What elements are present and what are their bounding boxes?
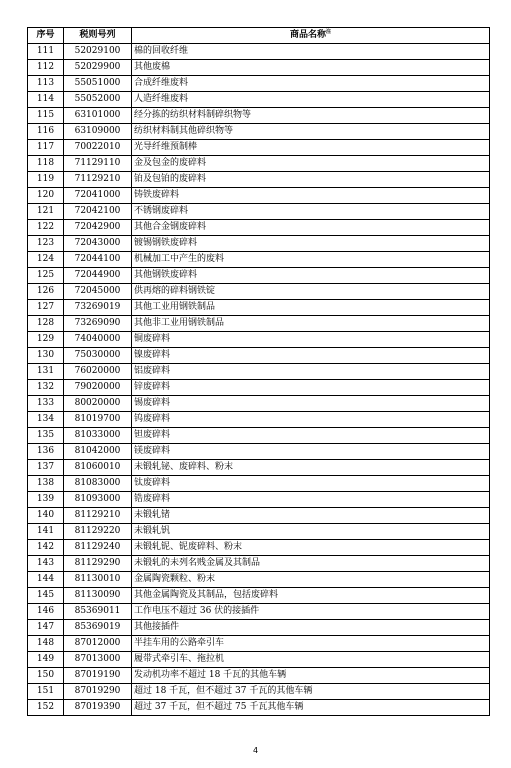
cell-serial-number: 128	[28, 316, 64, 332]
cell-tariff-code: 81060010	[64, 460, 132, 476]
cell-product-name: 半挂车用的公路牵引车	[132, 636, 490, 652]
cell-tariff-code: 81083000	[64, 476, 132, 492]
cell-serial-number: 129	[28, 332, 64, 348]
cell-product-name: 镀锡钢铁废碎料	[132, 236, 490, 252]
table-row	[28, 204, 490, 220]
table-row	[28, 604, 490, 620]
cell-tariff-code: 80020000	[64, 396, 132, 412]
cell-product-name: 锆废碎料	[132, 492, 490, 508]
cell-serial-number: 112	[28, 60, 64, 76]
table-row	[28, 108, 490, 124]
cell-serial-number: 127	[28, 300, 64, 316]
table-row	[28, 444, 490, 460]
cell-serial-number: 118	[28, 156, 64, 172]
cell-tariff-code: 81130090	[64, 588, 132, 604]
cell-product-name: 其他非工业用钢铁制品	[132, 316, 490, 332]
cell-tariff-code: 63109000	[64, 124, 132, 140]
cell-tariff-code: 81129240	[64, 540, 132, 556]
cell-serial-number: 143	[28, 556, 64, 572]
cell-tariff-code: 73269090	[64, 316, 132, 332]
cell-product-name: 铸铁废碎料	[132, 188, 490, 204]
header-product-name-label: 商品名称	[289, 30, 326, 40]
cell-serial-number: 135	[28, 428, 64, 444]
cell-serial-number: 120	[28, 188, 64, 204]
cell-tariff-code: 55051000	[64, 76, 132, 92]
cell-tariff-code: 73269019	[64, 300, 132, 316]
cell-product-name: 其他接插件	[132, 620, 490, 636]
cell-serial-number: 145	[28, 588, 64, 604]
cell-product-name: 未锻轧铌、铌废碎料、粉末	[132, 540, 490, 556]
cell-serial-number: 125	[28, 268, 64, 284]
table-row	[28, 44, 490, 60]
table-row	[28, 252, 490, 268]
cell-tariff-code: 85369019	[64, 620, 132, 636]
cell-serial-number: 134	[28, 412, 64, 428]
table-row	[28, 60, 490, 76]
cell-tariff-code: 52029900	[64, 60, 132, 76]
cell-product-name: 钛废碎料	[132, 476, 490, 492]
cell-serial-number: 126	[28, 284, 64, 300]
cell-tariff-code: 81033000	[64, 428, 132, 444]
table-row	[28, 220, 490, 236]
table-row	[28, 188, 490, 204]
cell-tariff-code: 87019390	[64, 700, 132, 716]
cell-tariff-code: 72043000	[64, 236, 132, 252]
cell-product-name: 未锻轧钒	[132, 524, 490, 540]
cell-serial-number: 115	[28, 108, 64, 124]
cell-tariff-code: 63101000	[64, 108, 132, 124]
cell-tariff-code: 87019190	[64, 668, 132, 684]
cell-product-name: 其他工业用钢铁制品	[132, 300, 490, 316]
cell-product-name: 机械加工中产生的废料	[132, 252, 490, 268]
cell-serial-number: 140	[28, 508, 64, 524]
table-row	[28, 652, 490, 668]
cell-serial-number: 138	[28, 476, 64, 492]
cell-tariff-code: 79020000	[64, 380, 132, 396]
cell-serial-number: 150	[28, 668, 64, 684]
cell-serial-number: 111	[28, 44, 64, 60]
table-row	[28, 236, 490, 252]
cell-serial-number: 117	[28, 140, 64, 156]
table-row	[28, 172, 490, 188]
cell-serial-number: 116	[28, 124, 64, 140]
table-row	[28, 140, 490, 156]
table-row	[28, 460, 490, 476]
cell-product-name: 其他合金钢废碎料	[132, 220, 490, 236]
cell-tariff-code: 81129290	[64, 556, 132, 572]
cell-product-name: 工作电压不超过 36 伏的接插件	[132, 604, 490, 620]
cell-tariff-code: 87013000	[64, 652, 132, 668]
header-product-name	[132, 28, 490, 44]
cell-product-name: 人造纤维废料	[132, 92, 490, 108]
cell-serial-number: 144	[28, 572, 64, 588]
table-row	[28, 348, 490, 364]
cell-serial-number: 114	[28, 92, 64, 108]
cell-product-name: 纺织材料制其他碎织物等	[132, 124, 490, 140]
cell-serial-number: 152	[28, 700, 64, 716]
cell-serial-number: 119	[28, 172, 64, 188]
cell-tariff-code: 87019290	[64, 684, 132, 700]
cell-product-name: 钨废碎料	[132, 412, 490, 428]
table-row	[28, 556, 490, 572]
cell-serial-number: 130	[28, 348, 64, 364]
cell-product-name: 其他金属陶瓷及其制品，包括废碎料	[132, 588, 490, 604]
cell-product-name: 不锈钢废碎料	[132, 204, 490, 220]
cell-serial-number: 141	[28, 524, 64, 540]
table-row	[28, 492, 490, 508]
cell-tariff-code: 81129210	[64, 508, 132, 524]
cell-serial-number: 122	[28, 220, 64, 236]
table-row	[28, 76, 490, 92]
cell-tariff-code: 75030000	[64, 348, 132, 364]
cell-product-name: 未锻轧铋、废碎料、粉末	[132, 460, 490, 476]
table-row	[28, 92, 490, 108]
cell-serial-number: 124	[28, 252, 64, 268]
cell-tariff-code: 87012000	[64, 636, 132, 652]
cell-product-name: 其他废棉	[132, 60, 490, 76]
cell-tariff-code: 70022010	[64, 140, 132, 156]
cell-product-name: 钽废碎料	[132, 428, 490, 444]
table-body	[28, 44, 490, 716]
cell-serial-number: 121	[28, 204, 64, 220]
cell-product-name: 棉的回收纤维	[132, 44, 490, 60]
table-row	[28, 508, 490, 524]
cell-serial-number: 146	[28, 604, 64, 620]
cell-tariff-code: 72042100	[64, 204, 132, 220]
table-row	[28, 332, 490, 348]
cell-product-name: 其他钢铁废碎料	[132, 268, 490, 284]
cell-product-name: 铝废碎料	[132, 364, 490, 380]
cell-tariff-code: 72045000	[64, 284, 132, 300]
table-row	[28, 316, 490, 332]
table-header-row	[28, 28, 490, 44]
table-row	[28, 588, 490, 604]
table-row	[28, 476, 490, 492]
header-note-mark: 注	[326, 29, 332, 35]
table-row	[28, 124, 490, 140]
table-row	[28, 572, 490, 588]
cell-tariff-code: 81042000	[64, 444, 132, 460]
table-row	[28, 156, 490, 172]
cell-tariff-code: 72041000	[64, 188, 132, 204]
table-row	[28, 668, 490, 684]
cell-product-name: 镁废碎料	[132, 444, 490, 460]
table-row	[28, 700, 490, 716]
cell-tariff-code: 81019700	[64, 412, 132, 428]
cell-serial-number: 139	[28, 492, 64, 508]
cell-product-name: 光导纤维预制棒	[132, 140, 490, 156]
cell-product-name: 金及包金的废碎料	[132, 156, 490, 172]
cell-tariff-code: 76020000	[64, 364, 132, 380]
cell-serial-number: 148	[28, 636, 64, 652]
table-row	[28, 412, 490, 428]
table-row	[28, 380, 490, 396]
cell-tariff-code: 55052000	[64, 92, 132, 108]
cell-product-name: 锡废碎料	[132, 396, 490, 412]
cell-product-name: 超过 37 千瓦，但不超过 75 千瓦其他车辆	[132, 700, 490, 716]
table-row	[28, 284, 490, 300]
cell-product-name: 锌废碎料	[132, 380, 490, 396]
cell-product-name: 经分拣的纺织材料制碎织物等	[132, 108, 490, 124]
cell-product-name: 铂及包铂的废碎料	[132, 172, 490, 188]
table-row	[28, 364, 490, 380]
table-row	[28, 540, 490, 556]
cell-serial-number: 142	[28, 540, 64, 556]
table-row	[28, 396, 490, 412]
cell-product-name: 供再熔的碎料钢铁锭	[132, 284, 490, 300]
cell-product-name: 履带式牵引车、拖拉机	[132, 652, 490, 668]
cell-serial-number: 113	[28, 76, 64, 92]
cell-tariff-code: 81093000	[64, 492, 132, 508]
cell-tariff-code: 72044900	[64, 268, 132, 284]
cell-tariff-code: 52029100	[64, 44, 132, 60]
cell-tariff-code: 74040000	[64, 332, 132, 348]
cell-serial-number: 136	[28, 444, 64, 460]
cell-serial-number: 131	[28, 364, 64, 380]
cell-tariff-code: 81129220	[64, 524, 132, 540]
table-row	[28, 524, 490, 540]
tariff-table	[27, 27, 490, 716]
cell-product-name: 金属陶瓷颗粒、粉末	[132, 572, 490, 588]
cell-product-name: 发动机功率不超过 18 千瓦的其他车辆	[132, 668, 490, 684]
cell-tariff-code: 72042900	[64, 220, 132, 236]
table-row	[28, 428, 490, 444]
table-row	[28, 636, 490, 652]
cell-tariff-code: 71129110	[64, 156, 132, 172]
cell-tariff-code: 71129210	[64, 172, 132, 188]
page-number: 4	[252, 746, 259, 755]
header-serial-number: 序号	[28, 28, 64, 44]
cell-serial-number: 151	[28, 684, 64, 700]
cell-product-name: 镍废碎料	[132, 348, 490, 364]
cell-serial-number: 137	[28, 460, 64, 476]
table-row	[28, 620, 490, 636]
table-row	[28, 268, 490, 284]
cell-tariff-code: 81130010	[64, 572, 132, 588]
cell-serial-number: 147	[28, 620, 64, 636]
cell-product-name: 铜废碎料	[132, 332, 490, 348]
header-tariff-code: 税则号列	[64, 28, 132, 44]
table-row	[28, 300, 490, 316]
cell-product-name: 未锻轧锗	[132, 508, 490, 524]
cell-serial-number: 132	[28, 380, 64, 396]
cell-product-name: 超过 18 千瓦，但不超过 37 千瓦的其他车辆	[132, 684, 490, 700]
cell-tariff-code: 72044100	[64, 252, 132, 268]
cell-product-name: 未锻轧的未列名贱金属及其制品	[132, 556, 490, 572]
cell-product-name: 合成纤维废料	[132, 76, 490, 92]
cell-tariff-code: 85369011	[64, 604, 132, 620]
cell-serial-number: 133	[28, 396, 64, 412]
cell-serial-number: 149	[28, 652, 64, 668]
cell-serial-number: 123	[28, 236, 64, 252]
table-row	[28, 684, 490, 700]
